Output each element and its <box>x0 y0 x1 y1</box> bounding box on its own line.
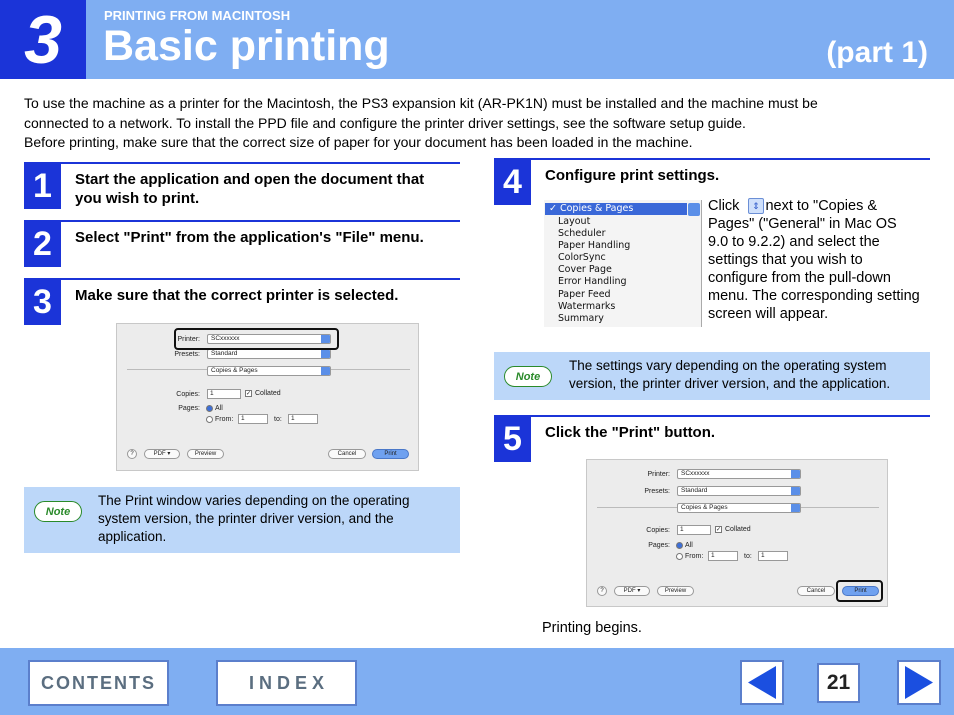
preview-button: Preview <box>187 449 224 459</box>
preview-button: Preview <box>657 586 694 596</box>
pdf-button: PDF ▾ <box>144 449 180 459</box>
note-text-2: The settings vary depending on the operating system version, the printer driver version, and the application. <box>569 358 891 391</box>
note-label: Note <box>45 505 71 518</box>
step-text-3: Make sure that the correct printer is selected. <box>75 287 399 304</box>
pages-label: Pages: <box>178 405 200 412</box>
previous-page-button[interactable] <box>740 660 784 705</box>
right-arrow-icon <box>899 662 939 703</box>
to-label: to: <box>274 416 282 423</box>
step-number-5: 5 <box>494 416 531 462</box>
all-label: All <box>215 405 223 412</box>
menu-item: Scheduler <box>558 228 606 239</box>
intro-line: To use the machine as a printer for the Macintosh, the PS3 expansion kit (AR-PK1N) must be installed and the machine must be <box>24 95 818 111</box>
note-box-2 <box>494 352 930 400</box>
step-text-2: Select "Print" from the application's "File" menu. <box>75 229 424 246</box>
collated-checkbox: ✓ <box>246 391 252 397</box>
from-radio <box>206 416 213 423</box>
step4-description <box>708 197 920 323</box>
menu-item: Paper Feed <box>558 289 611 300</box>
index-button[interactable]: I N D E X <box>216 660 357 706</box>
to-field: 1 <box>758 551 788 561</box>
menu-item: ColorSync <box>558 252 606 263</box>
page-title: Basic printing <box>103 22 390 70</box>
step-divider <box>494 158 930 160</box>
all-radio <box>676 542 683 549</box>
menu-item: Paper Handling <box>558 240 631 251</box>
print-button: Print <box>842 586 879 596</box>
part-label: (part 1) <box>826 36 928 69</box>
menu-item: Cover Page <box>558 264 612 275</box>
left-arrow-icon <box>742 662 782 703</box>
panel-popup <box>207 366 331 376</box>
pulldown-menu-screenshot <box>544 200 702 327</box>
presets-popup <box>677 486 801 496</box>
intro-text <box>24 94 934 153</box>
printer-label: Printer: <box>647 471 670 478</box>
presets-label: Presets: <box>174 351 200 358</box>
from-field: 1 <box>708 551 738 561</box>
pdf-button: PDF ▾ <box>614 586 650 596</box>
printer-highlight <box>174 328 339 350</box>
collated-label: Collated <box>255 390 281 397</box>
section-title: PRINTING FROM MACINTOSH <box>104 8 291 23</box>
presets-popup <box>207 349 331 359</box>
note-box-1 <box>24 487 460 553</box>
from-field: 1 <box>238 414 268 424</box>
step4-desc-a: Click <box>708 198 740 214</box>
presets-label: Presets: <box>644 488 670 495</box>
to-field: 1 <box>288 414 318 424</box>
printer-label: Printer: <box>177 336 200 343</box>
step-divider <box>24 278 460 280</box>
menu-item: Layout <box>558 216 591 227</box>
menu-item: Watermarks <box>558 301 616 312</box>
step4-desc-b: next to "Copies & Pages" ("General" in Mac OS 9.0 to 9.2.2) and select the settings that you wish to configure from the pull-down menu. The corresponding setting screen will appear. <box>708 198 920 322</box>
intro-line: connected to a network. To install the PPD file and configure the printer driver settings, see the software setup guide. <box>24 114 746 131</box>
panel-value: Copies & Pages <box>681 504 728 511</box>
panel-value: Copies & Pages <box>211 367 258 374</box>
presets-value: Standard <box>681 487 708 494</box>
note-icon <box>504 366 552 387</box>
step-text-5: Click the "Print" button. <box>545 424 716 441</box>
step-text-1: Start the application and open the document that you wish to print. <box>75 171 425 207</box>
step-number-2: 2 <box>24 221 61 267</box>
cancel-button: Cancel <box>797 586 835 596</box>
from-label: From: <box>685 553 704 560</box>
intro-line: Before printing, make sure that the correct size of paper for your document has been loaded in the machine. <box>24 134 693 150</box>
presets-value: Standard <box>211 350 238 357</box>
printing-begins-text: Printing begins. <box>542 620 642 636</box>
pages-label: Pages: <box>648 542 670 549</box>
copies-field: 1 <box>207 389 241 399</box>
all-radio <box>206 405 213 412</box>
chapter-number: 3 <box>0 0 86 79</box>
copies-label: Copies: <box>646 527 670 534</box>
step-number-4: 4 <box>494 159 531 205</box>
print-dialog-screenshot <box>586 459 888 607</box>
note-text-1: The Print window varies depending on the operating system version, the printer driver version, and the application. <box>98 493 410 544</box>
printer-value: SCxxxxxx <box>681 470 710 477</box>
cancel-button: Cancel <box>328 449 366 459</box>
printer-popup <box>677 469 801 479</box>
print-button-highlight <box>836 580 883 602</box>
note-icon <box>34 501 82 522</box>
step-divider <box>24 220 460 222</box>
popup-arrows-icon <box>688 203 700 216</box>
step-number-1: 1 <box>24 163 61 209</box>
to-label: to: <box>744 553 752 560</box>
popup-arrows-icon: ⇕ <box>748 198 764 214</box>
step-divider <box>494 415 930 417</box>
from-label: From: <box>215 416 234 423</box>
help-button: ? <box>597 586 607 596</box>
printer-value: SCxxxxxx <box>211 335 240 342</box>
copies-label: Copies: <box>176 391 200 398</box>
from-radio <box>676 553 683 560</box>
menu-item: ✓ Copies & Pages <box>545 203 687 215</box>
menu-item: Summary <box>558 313 604 324</box>
print-button: Print <box>372 449 409 459</box>
collated-label: Collated <box>725 526 751 533</box>
step-number-3: 3 <box>24 279 61 325</box>
menu-item: Error Handling <box>558 276 627 287</box>
contents-button[interactable]: CONTENTS <box>28 660 169 706</box>
step-text-4: Configure print settings. <box>545 167 720 184</box>
page-number: 21 <box>817 663 860 703</box>
help-button: ? <box>127 449 137 459</box>
step-divider <box>24 162 460 164</box>
note-label: Note <box>515 370 541 383</box>
copies-field: 1 <box>677 525 711 535</box>
panel-popup <box>677 503 801 513</box>
print-dialog-screenshot <box>116 323 419 471</box>
all-label: All <box>685 542 693 549</box>
collated-checkbox: ✓ <box>716 527 722 533</box>
next-page-button[interactable] <box>897 660 941 705</box>
